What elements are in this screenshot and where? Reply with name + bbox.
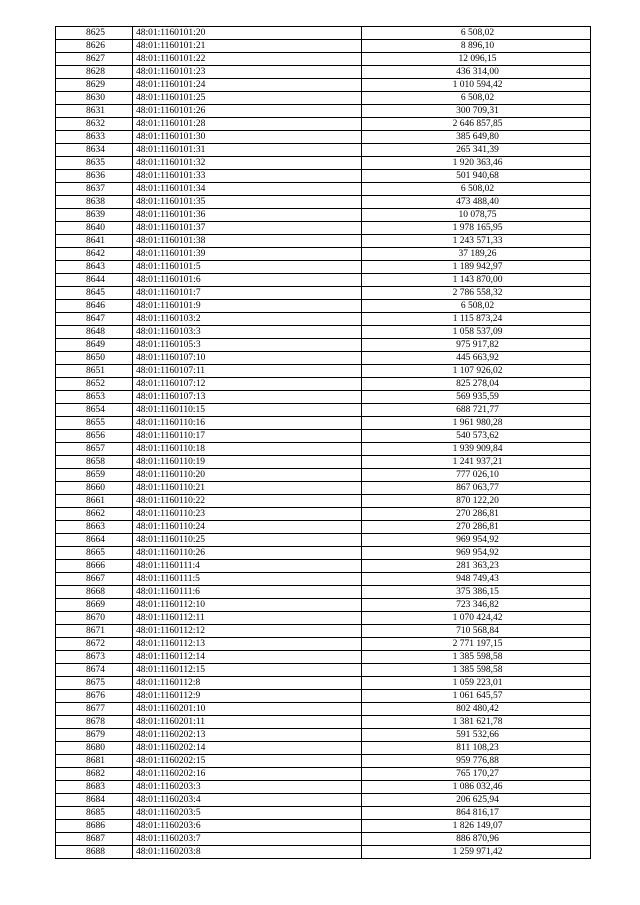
cadastral-value-cell: 1 115 873,24 xyxy=(362,313,591,326)
table-row xyxy=(56,651,591,664)
cadastral-value-cell: 864 816,17 xyxy=(362,807,591,820)
table-row xyxy=(56,27,591,40)
row-number-cell: 8681 xyxy=(56,755,133,768)
row-number-cell: 8679 xyxy=(56,729,133,742)
row-number-cell: 8659 xyxy=(56,469,133,482)
table-row xyxy=(56,690,591,703)
row-number-cell: 8687 xyxy=(56,833,133,846)
row-number-cell: 8688 xyxy=(56,846,133,859)
cadastral-number-cell: 48:01:1160110:20 xyxy=(133,469,362,482)
row-number-cell: 8644 xyxy=(56,274,133,287)
cadastral-number-cell: 48:01:1160111:5 xyxy=(133,573,362,586)
row-number-cell: 8655 xyxy=(56,417,133,430)
cadastral-number-cell: 48:01:1160101:37 xyxy=(133,222,362,235)
cadastral-value-cell: 1 189 942,97 xyxy=(362,261,591,274)
cadastral-number-cell: 48:01:1160110:23 xyxy=(133,508,362,521)
table-row xyxy=(56,807,591,820)
table-row xyxy=(56,287,591,300)
cadastral-number-cell: 48:01:1160110:24 xyxy=(133,521,362,534)
cadastral-value-cell: 688 721,77 xyxy=(362,404,591,417)
cadastral-value-cell: 8 896,10 xyxy=(362,40,591,53)
table-row xyxy=(56,742,591,755)
table-row xyxy=(56,521,591,534)
table-row xyxy=(56,196,591,209)
cadastral-number-cell: 48:01:1160101:9 xyxy=(133,300,362,313)
row-number-cell: 8680 xyxy=(56,742,133,755)
cadastral-number-cell: 48:01:1160112:14 xyxy=(133,651,362,664)
cadastral-number-cell: 48:01:1160203:3 xyxy=(133,781,362,794)
cadastral-number-cell: 48:01:1160103:2 xyxy=(133,313,362,326)
table-row xyxy=(56,40,591,53)
cadastral-value-cell: 1 385 598,58 xyxy=(362,664,591,677)
cadastral-number-cell: 48:01:1160101:22 xyxy=(133,53,362,66)
cadastral-value-cell: 1 143 870,00 xyxy=(362,274,591,287)
row-number-cell: 8646 xyxy=(56,300,133,313)
cadastral-value-cell: 1 259 971,42 xyxy=(362,846,591,859)
cadastral-number-cell: 48:01:1160103:3 xyxy=(133,326,362,339)
cadastral-value-cell: 870 122,20 xyxy=(362,495,591,508)
cadastral-number-cell: 48:01:1160203:4 xyxy=(133,794,362,807)
table-body xyxy=(56,27,591,859)
cadastral-number-cell: 48:01:1160111:4 xyxy=(133,560,362,573)
table-row xyxy=(56,274,591,287)
table-row xyxy=(56,378,591,391)
cadastral-number-cell: 48:01:1160101:30 xyxy=(133,131,362,144)
cadastral-value-cell: 959 776,88 xyxy=(362,755,591,768)
table-row xyxy=(56,534,591,547)
table-row xyxy=(56,443,591,456)
row-number-cell: 8641 xyxy=(56,235,133,248)
table-row xyxy=(56,833,591,846)
cadastral-value-cell: 12 096,15 xyxy=(362,53,591,66)
table-row xyxy=(56,183,591,196)
table-row xyxy=(56,209,591,222)
cadastral-number-cell: 48:01:1160105:3 xyxy=(133,339,362,352)
cadastral-value-cell: 300 709,31 xyxy=(362,105,591,118)
row-number-cell: 8627 xyxy=(56,53,133,66)
cadastral-number-cell: 48:01:1160110:21 xyxy=(133,482,362,495)
cadastral-value-cell: 1 058 537,09 xyxy=(362,326,591,339)
row-number-cell: 8625 xyxy=(56,27,133,40)
cadastral-value-cell: 540 573,62 xyxy=(362,430,591,443)
cadastral-value-cell: 1 826 149,07 xyxy=(362,820,591,833)
cadastral-number-cell: 48:01:1160202:13 xyxy=(133,729,362,742)
cadastral-number-cell: 48:01:1160202:15 xyxy=(133,755,362,768)
table-row xyxy=(56,248,591,261)
table-row xyxy=(56,768,591,781)
row-number-cell: 8634 xyxy=(56,144,133,157)
cadastral-number-cell: 48:01:1160101:26 xyxy=(133,105,362,118)
row-number-cell: 8662 xyxy=(56,508,133,521)
row-number-cell: 8661 xyxy=(56,495,133,508)
cadastral-number-cell: 48:01:1160112:11 xyxy=(133,612,362,625)
cadastral-number-cell: 48:01:1160101:7 xyxy=(133,287,362,300)
cadastral-number-cell: 48:01:1160101:36 xyxy=(133,209,362,222)
row-number-cell: 8638 xyxy=(56,196,133,209)
row-number-cell: 8643 xyxy=(56,261,133,274)
row-number-cell: 8633 xyxy=(56,131,133,144)
cadastral-value-cell: 436 314,00 xyxy=(362,66,591,79)
row-number-cell: 8640 xyxy=(56,222,133,235)
table-row xyxy=(56,755,591,768)
row-number-cell: 8652 xyxy=(56,378,133,391)
cadastral-number-cell: 48:01:1160110:18 xyxy=(133,443,362,456)
cadastral-number-cell: 48:01:1160110:25 xyxy=(133,534,362,547)
cadastral-number-cell: 48:01:1160107:10 xyxy=(133,352,362,365)
cadastral-number-cell: 48:01:1160203:8 xyxy=(133,846,362,859)
table-row xyxy=(56,261,591,274)
cadastral-value-cell: 591 532,66 xyxy=(362,729,591,742)
table-row xyxy=(56,79,591,92)
table-row xyxy=(56,66,591,79)
cadastral-number-cell: 48:01:1160112:13 xyxy=(133,638,362,651)
row-number-cell: 8629 xyxy=(56,79,133,92)
table-row xyxy=(56,170,591,183)
cadastral-value-cell: 1 978 165,95 xyxy=(362,222,591,235)
row-number-cell: 8665 xyxy=(56,547,133,560)
row-number-cell: 8684 xyxy=(56,794,133,807)
cadastral-number-cell: 48:01:1160110:16 xyxy=(133,417,362,430)
row-number-cell: 8683 xyxy=(56,781,133,794)
cadastral-value-cell: 969 954,92 xyxy=(362,534,591,547)
cadastral-value-cell: 1 010 594,42 xyxy=(362,79,591,92)
table-row xyxy=(56,365,591,378)
cadastral-number-cell: 48:01:1160101:32 xyxy=(133,157,362,170)
row-number-cell: 8668 xyxy=(56,586,133,599)
row-number-cell: 8630 xyxy=(56,92,133,105)
cadastral-value-cell: 802 480,42 xyxy=(362,703,591,716)
cadastral-number-cell: 48:01:1160110:22 xyxy=(133,495,362,508)
row-number-cell: 8672 xyxy=(56,638,133,651)
cadastral-number-cell: 48:01:1160101:35 xyxy=(133,196,362,209)
cadastral-value-cell: 811 108,23 xyxy=(362,742,591,755)
row-number-cell: 8669 xyxy=(56,599,133,612)
cadastral-value-cell: 867 063,77 xyxy=(362,482,591,495)
cadastral-number-cell: 48:01:1160107:12 xyxy=(133,378,362,391)
cadastral-number-cell: 48:01:1160101:25 xyxy=(133,92,362,105)
row-number-cell: 8636 xyxy=(56,170,133,183)
row-number-cell: 8673 xyxy=(56,651,133,664)
table-row xyxy=(56,794,591,807)
row-number-cell: 8682 xyxy=(56,768,133,781)
cadastral-number-cell: 48:01:1160202:16 xyxy=(133,768,362,781)
cadastral-value-cell: 2 786 558,32 xyxy=(362,287,591,300)
row-number-cell: 8685 xyxy=(56,807,133,820)
row-number-cell: 8675 xyxy=(56,677,133,690)
cadastral-number-cell: 48:01:1160101:24 xyxy=(133,79,362,92)
table-row xyxy=(56,482,591,495)
row-number-cell: 8626 xyxy=(56,40,133,53)
cadastral-number-cell: 48:01:1160110:26 xyxy=(133,547,362,560)
row-number-cell: 8653 xyxy=(56,391,133,404)
row-number-cell: 8637 xyxy=(56,183,133,196)
cadastral-value-cell: 6 508,02 xyxy=(362,183,591,196)
table-row xyxy=(56,781,591,794)
cadastral-number-cell: 48:01:1160101:20 xyxy=(133,27,362,40)
cadastral-number-cell: 48:01:1160101:21 xyxy=(133,40,362,53)
cadastral-value-cell: 1 241 937,21 xyxy=(362,456,591,469)
row-number-cell: 8666 xyxy=(56,560,133,573)
cadastral-number-cell: 48:01:1160101:39 xyxy=(133,248,362,261)
cadastral-number-cell: 48:01:1160111:6 xyxy=(133,586,362,599)
row-number-cell: 8631 xyxy=(56,105,133,118)
cadastral-value-cell: 385 649,80 xyxy=(362,131,591,144)
row-number-cell: 8632 xyxy=(56,118,133,131)
cadastral-value-cell: 501 940,68 xyxy=(362,170,591,183)
cadastral-number-cell: 48:01:1160201:11 xyxy=(133,716,362,729)
table-row xyxy=(56,430,591,443)
cadastral-number-cell: 48:01:1160107:13 xyxy=(133,391,362,404)
row-number-cell: 8657 xyxy=(56,443,133,456)
row-number-cell: 8647 xyxy=(56,313,133,326)
row-number-cell: 8628 xyxy=(56,66,133,79)
table-row xyxy=(56,547,591,560)
cadastral-value-cell: 1 070 424,42 xyxy=(362,612,591,625)
cadastral-value-cell: 37 189,26 xyxy=(362,248,591,261)
cadastral-number-cell: 48:01:1160101:31 xyxy=(133,144,362,157)
table-row xyxy=(56,339,591,352)
cadastral-number-cell: 48:01:1160201:10 xyxy=(133,703,362,716)
cadastral-value-cell: 2 646 857,85 xyxy=(362,118,591,131)
cadastral-number-cell: 48:01:1160203:6 xyxy=(133,820,362,833)
cadastral-value-cell: 1 243 571,33 xyxy=(362,235,591,248)
cadastral-number-cell: 48:01:1160101:6 xyxy=(133,274,362,287)
table-row xyxy=(56,469,591,482)
cadastral-value-cell: 265 341,39 xyxy=(362,144,591,157)
table-row xyxy=(56,235,591,248)
row-number-cell: 8667 xyxy=(56,573,133,586)
cadastral-number-cell: 48:01:1160110:15 xyxy=(133,404,362,417)
cadastral-value-cell: 1 059 223,01 xyxy=(362,677,591,690)
row-number-cell: 8678 xyxy=(56,716,133,729)
table-row xyxy=(56,846,591,859)
cadastral-number-cell: 48:01:1160110:19 xyxy=(133,456,362,469)
cadastral-value-cell: 6 508,02 xyxy=(362,27,591,40)
cadastral-value-cell: 206 625,94 xyxy=(362,794,591,807)
table-row xyxy=(56,53,591,66)
cadastral-number-cell: 48:01:1160101:5 xyxy=(133,261,362,274)
row-number-cell: 8660 xyxy=(56,482,133,495)
table-row xyxy=(56,313,591,326)
cadastral-value-cell: 886 870,96 xyxy=(362,833,591,846)
cadastral-value-cell: 710 568,84 xyxy=(362,625,591,638)
row-number-cell: 8654 xyxy=(56,404,133,417)
cadastral-number-cell: 48:01:1160203:7 xyxy=(133,833,362,846)
row-number-cell: 8686 xyxy=(56,820,133,833)
cadastral-value-cell: 1 107 926,02 xyxy=(362,365,591,378)
cadastral-value-cell: 1 385 598,58 xyxy=(362,651,591,664)
row-number-cell: 8674 xyxy=(56,664,133,677)
table-row xyxy=(56,417,591,430)
table-row xyxy=(56,92,591,105)
row-number-cell: 8635 xyxy=(56,157,133,170)
table-row xyxy=(56,131,591,144)
cadastral-number-cell: 48:01:1160112:15 xyxy=(133,664,362,677)
table-row xyxy=(56,599,591,612)
table-row xyxy=(56,703,591,716)
table-row xyxy=(56,638,591,651)
table-row xyxy=(56,820,591,833)
table-row xyxy=(56,352,591,365)
cadastral-value-cell: 969 954,92 xyxy=(362,547,591,560)
cadastral-value-cell: 1 061 645,57 xyxy=(362,690,591,703)
cadastral-value-cell: 10 078,75 xyxy=(362,209,591,222)
cadastral-number-cell: 48:01:1160101:33 xyxy=(133,170,362,183)
cadastral-number-cell: 48:01:1160112:9 xyxy=(133,690,362,703)
cadastral-value-cell: 765 170,27 xyxy=(362,768,591,781)
row-number-cell: 8648 xyxy=(56,326,133,339)
table-row xyxy=(56,508,591,521)
cadastral-value-cell: 6 508,02 xyxy=(362,92,591,105)
cadastral-number-cell: 48:01:1160112:10 xyxy=(133,599,362,612)
cadastral-number-cell: 48:01:1160202:14 xyxy=(133,742,362,755)
cadastral-value-cell: 281 363,23 xyxy=(362,560,591,573)
cadastral-value-cell: 1 920 363,46 xyxy=(362,157,591,170)
row-number-cell: 8656 xyxy=(56,430,133,443)
cadastral-value-cell: 270 286,81 xyxy=(362,521,591,534)
table-row xyxy=(56,404,591,417)
cadastral-value-cell: 569 935,59 xyxy=(362,391,591,404)
cadastral-value-cell: 825 278,04 xyxy=(362,378,591,391)
table-row xyxy=(56,612,591,625)
cadastral-value-cell: 1 381 621,78 xyxy=(362,716,591,729)
cadastral-value-cell: 1 939 909,84 xyxy=(362,443,591,456)
cadastral-value-cell: 375 386,15 xyxy=(362,586,591,599)
cadastral-value-cell: 2 771 197,15 xyxy=(362,638,591,651)
cadastral-number-cell: 48:01:1160101:28 xyxy=(133,118,362,131)
row-number-cell: 8671 xyxy=(56,625,133,638)
row-number-cell: 8651 xyxy=(56,365,133,378)
cadastral-number-cell: 48:01:1160101:38 xyxy=(133,235,362,248)
table-row xyxy=(56,300,591,313)
table-row xyxy=(56,495,591,508)
table-row xyxy=(56,573,591,586)
row-number-cell: 8677 xyxy=(56,703,133,716)
cadastral-number-cell: 48:01:1160110:17 xyxy=(133,430,362,443)
cadastral-value-cell: 948 749,43 xyxy=(362,573,591,586)
row-number-cell: 8645 xyxy=(56,287,133,300)
table-row xyxy=(56,560,591,573)
table-row xyxy=(56,222,591,235)
cadastral-number-cell: 48:01:1160112:8 xyxy=(133,677,362,690)
cadastral-number-cell: 48:01:1160101:34 xyxy=(133,183,362,196)
table-row xyxy=(56,118,591,131)
table-row xyxy=(56,105,591,118)
row-number-cell: 8670 xyxy=(56,612,133,625)
cadastral-value-cell: 473 488,40 xyxy=(362,196,591,209)
table-row xyxy=(56,664,591,677)
cadastral-value-cell: 445 663,92 xyxy=(362,352,591,365)
cadastral-number-cell: 48:01:1160203:5 xyxy=(133,807,362,820)
table-row xyxy=(56,586,591,599)
table-row xyxy=(56,716,591,729)
row-number-cell: 8663 xyxy=(56,521,133,534)
table-row xyxy=(56,391,591,404)
table-row xyxy=(56,677,591,690)
table-row xyxy=(56,144,591,157)
cadastral-value-cell: 270 286,81 xyxy=(362,508,591,521)
row-number-cell: 8639 xyxy=(56,209,133,222)
row-number-cell: 8650 xyxy=(56,352,133,365)
row-number-cell: 8658 xyxy=(56,456,133,469)
cadastral-number-cell: 48:01:1160112:12 xyxy=(133,625,362,638)
cadastral-value-cell: 723 346,82 xyxy=(362,599,591,612)
cadastral-value-cell: 777 026,10 xyxy=(362,469,591,482)
row-number-cell: 8649 xyxy=(56,339,133,352)
cadastral-value-cell: 1 086 032,46 xyxy=(362,781,591,794)
cadastral-value-table xyxy=(55,26,591,859)
table-row xyxy=(56,625,591,638)
table-row xyxy=(56,729,591,742)
cadastral-value-cell: 1 961 980,28 xyxy=(362,417,591,430)
cadastral-number-cell: 48:01:1160101:23 xyxy=(133,66,362,79)
cadastral-value-cell: 6 508,02 xyxy=(362,300,591,313)
cadastral-value-cell: 975 917,82 xyxy=(362,339,591,352)
table-row xyxy=(56,456,591,469)
table-row xyxy=(56,326,591,339)
row-number-cell: 8664 xyxy=(56,534,133,547)
table-row xyxy=(56,157,591,170)
row-number-cell: 8642 xyxy=(56,248,133,261)
cadastral-number-cell: 48:01:1160107:11 xyxy=(133,365,362,378)
row-number-cell: 8676 xyxy=(56,690,133,703)
